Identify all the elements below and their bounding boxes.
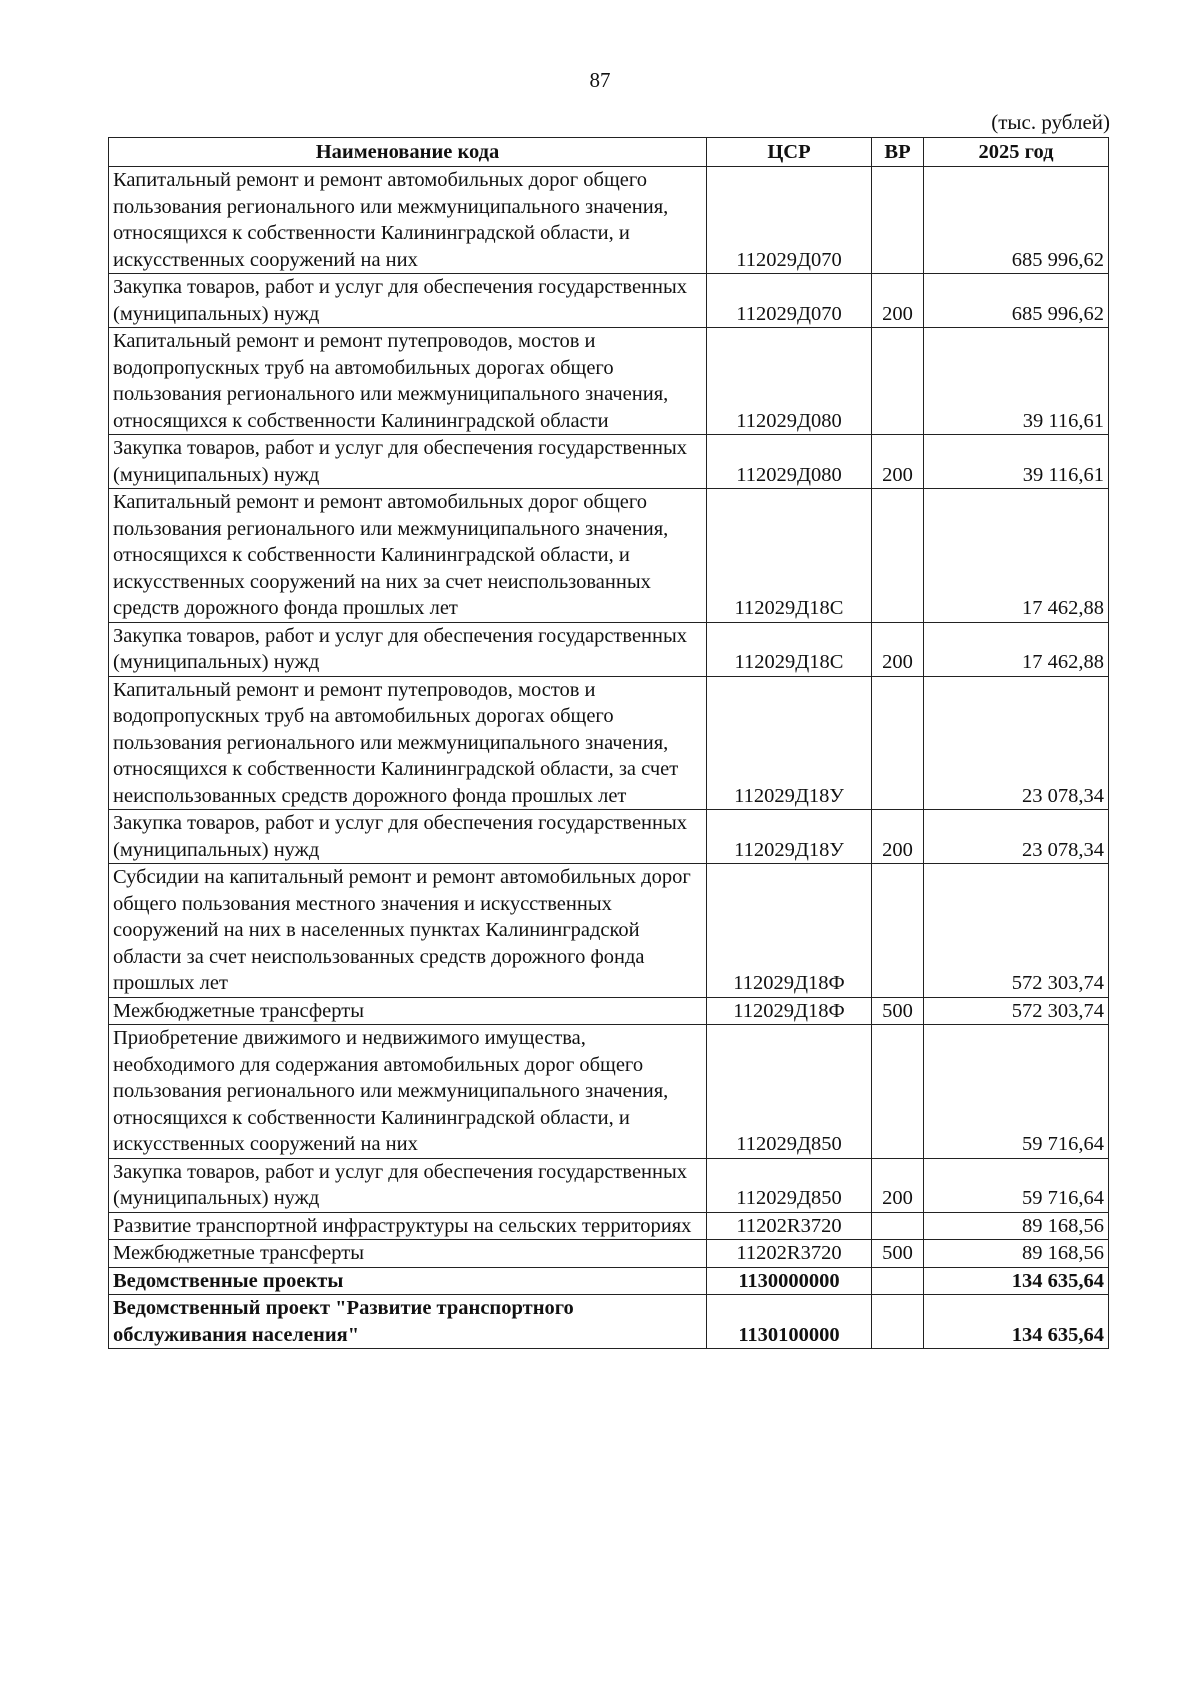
header-csr: ЦСР xyxy=(707,138,872,167)
table-row xyxy=(109,435,1109,489)
row-csr-cell: 112029Д080 xyxy=(707,328,872,435)
row-csr-cell: 1130000000 xyxy=(707,1267,872,1295)
row-vr-cell xyxy=(872,676,924,810)
row-amount-cell: 17 462,88 xyxy=(924,622,1109,676)
row-vr-cell: 200 xyxy=(872,622,924,676)
units-label: (тыс. рублей) xyxy=(991,110,1110,134)
row-amount-cell: 23 078,34 xyxy=(924,676,1109,810)
row-amount-cell: 39 116,61 xyxy=(924,435,1109,489)
row-vr-cell: 500 xyxy=(872,1240,924,1268)
table-row xyxy=(109,810,1109,864)
row-name-cell: Субсидии на капитальный ремонт и ремонт автомобильных дорог общего пользования местного значения и искусственных сооружений на них в населенных пунктах Калининградской области за счет неиспользованных средств дорожного фонда прошлых лет xyxy=(109,864,707,998)
row-name-cell: Межбюджетные трансферты xyxy=(109,1240,707,1268)
table-row xyxy=(109,328,1109,435)
table-row xyxy=(109,1295,1109,1349)
row-name-cell: Закупка товаров, работ и услуг для обеспечения государственных (муниципальных) нужд xyxy=(109,435,707,489)
table-row xyxy=(109,622,1109,676)
table-row xyxy=(109,1240,1109,1268)
row-amount-cell: 685 996,62 xyxy=(924,274,1109,328)
row-amount-cell: 685 996,62 xyxy=(924,167,1109,274)
row-amount-cell: 59 716,64 xyxy=(924,1158,1109,1212)
row-name-cell: Закупка товаров, работ и услуг для обеспечения государственных (муниципальных) нужд xyxy=(109,274,707,328)
row-csr-cell: 1130100000 xyxy=(707,1295,872,1349)
row-vr-cell: 200 xyxy=(872,274,924,328)
row-name-cell: Закупка товаров, работ и услуг для обеспечения государственных (муниципальных) нужд xyxy=(109,622,707,676)
row-amount-cell: 23 078,34 xyxy=(924,810,1109,864)
table-header-row xyxy=(109,138,1109,167)
row-amount-cell: 572 303,74 xyxy=(924,997,1109,1025)
row-amount-cell: 17 462,88 xyxy=(924,489,1109,623)
row-name-cell: Межбюджетные трансферты xyxy=(109,997,707,1025)
table-row xyxy=(109,167,1109,274)
row-csr-cell: 11202R3720 xyxy=(707,1212,872,1240)
row-vr-cell xyxy=(872,1267,924,1295)
row-csr-cell: 112029Д070 xyxy=(707,274,872,328)
row-name-cell: Капитальный ремонт и ремонт автомобильных дорог общего пользования регионального или межмуниципального значения, относящихся к собственности Калининградской области, и искусственных сооружений на них xyxy=(109,167,707,274)
row-name-cell: Капитальный ремонт и ремонт путепроводов, мостов и водопропускных труб на автомобильных дорогах общего пользования регионального или межмуниципального значения, относящихся к собственности Калининградской области xyxy=(109,328,707,435)
row-vr-cell xyxy=(872,1025,924,1159)
table-row xyxy=(109,1212,1109,1240)
header-name: Наименование кода xyxy=(109,138,707,167)
row-amount-cell: 572 303,74 xyxy=(924,864,1109,998)
row-name-cell: Ведомственные проекты xyxy=(109,1267,707,1295)
row-vr-cell xyxy=(872,167,924,274)
row-vr-cell: 500 xyxy=(872,997,924,1025)
row-amount-cell: 89 168,56 xyxy=(924,1212,1109,1240)
row-name-cell: Капитальный ремонт и ремонт путепроводов, мостов и водопропускных труб на автомобильных дорогах общего пользования регионального или межмуниципального значения, относящихся к собственности Калининградской области, за счет неиспользованных средств дорожного фонда прошлых лет xyxy=(109,676,707,810)
row-amount-cell: 134 635,64 xyxy=(924,1295,1109,1349)
row-name-cell: Капитальный ремонт и ремонт автомобильных дорог общего пользования регионального или межмуниципального значения, относящихся к собственности Калининградской области, и искусственных сооружений на них за счет неиспользованных средств дорожного фонда прошлых лет xyxy=(109,489,707,623)
row-csr-cell: 112029Д18С xyxy=(707,622,872,676)
row-vr-cell: 200 xyxy=(872,810,924,864)
row-csr-cell: 112029Д18У xyxy=(707,676,872,810)
row-name-cell: Закупка товаров, работ и услуг для обеспечения государственных (муниципальных) нужд xyxy=(109,1158,707,1212)
row-vr-cell xyxy=(872,864,924,998)
table-row xyxy=(109,274,1109,328)
row-csr-cell: 112029Д850 xyxy=(707,1158,872,1212)
row-name-cell: Закупка товаров, работ и услуг для обеспечения государственных (муниципальных) нужд xyxy=(109,810,707,864)
row-vr-cell xyxy=(872,1295,924,1349)
row-name-cell: Ведомственный проект "Развитие транспортного обслуживания населения" xyxy=(109,1295,707,1349)
table-row xyxy=(109,864,1109,998)
table-body xyxy=(109,167,1109,1349)
table-row xyxy=(109,489,1109,623)
table-row xyxy=(109,1267,1109,1295)
table-row xyxy=(109,1025,1109,1159)
row-csr-cell: 112029Д080 xyxy=(707,435,872,489)
table-row xyxy=(109,997,1109,1025)
table-row xyxy=(109,1158,1109,1212)
row-csr-cell: 112029Д070 xyxy=(707,167,872,274)
row-vr-cell: 200 xyxy=(872,435,924,489)
row-amount-cell: 134 635,64 xyxy=(924,1267,1109,1295)
row-vr-cell: 200 xyxy=(872,1158,924,1212)
row-csr-cell: 112029Д850 xyxy=(707,1025,872,1159)
row-amount-cell: 59 716,64 xyxy=(924,1025,1109,1159)
page-number: 87 xyxy=(589,68,611,92)
row-vr-cell xyxy=(872,1212,924,1240)
row-csr-cell: 112029Д18Ф xyxy=(707,864,872,998)
row-vr-cell xyxy=(872,328,924,435)
row-vr-cell xyxy=(872,489,924,623)
row-csr-cell: 11202R3720 xyxy=(707,1240,872,1268)
table-row xyxy=(109,676,1109,810)
row-name-cell: Приобретение движимого и недвижимого имущества, необходимого для содержания автомобильных дорог общего пользования регионального или межмуниципального значения, относящихся к собственности Калининградской области, и искусственных сооружений на них xyxy=(109,1025,707,1159)
row-amount-cell: 39 116,61 xyxy=(924,328,1109,435)
row-csr-cell: 112029Д18Ф xyxy=(707,997,872,1025)
row-name-cell: Развитие транспортной инфраструктуры на сельских территориях xyxy=(109,1212,707,1240)
row-csr-cell: 112029Д18С xyxy=(707,489,872,623)
row-csr-cell: 112029Д18У xyxy=(707,810,872,864)
budget-table xyxy=(108,137,1109,1349)
row-amount-cell: 89 168,56 xyxy=(924,1240,1109,1268)
header-vr: ВР xyxy=(872,138,924,167)
header-amount: 2025 год xyxy=(924,138,1109,167)
